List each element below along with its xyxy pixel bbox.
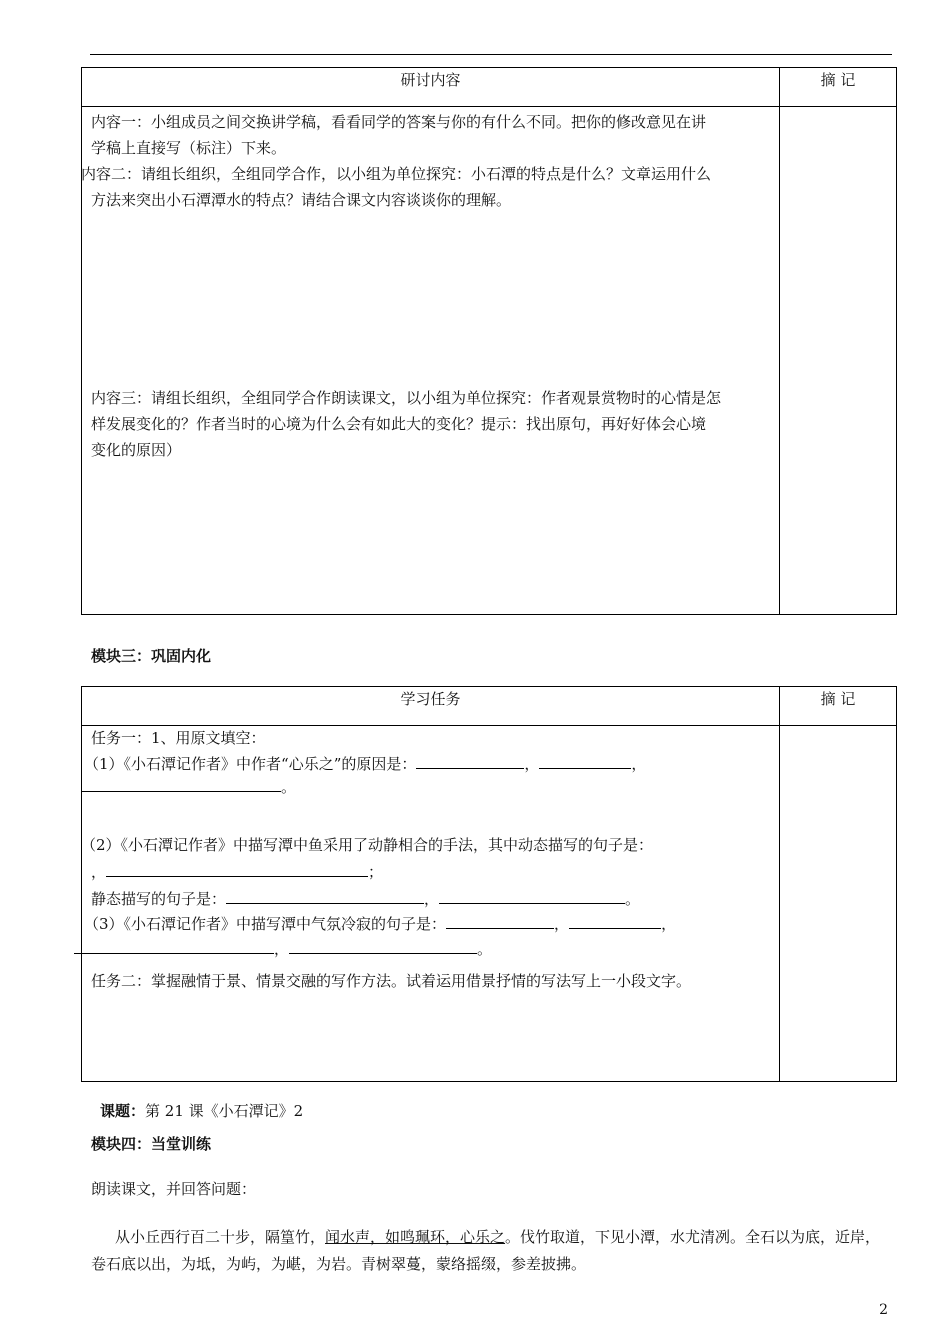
question-2-dynamic: ， ； [91,859,781,885]
task-1-title: 任务一：1、用原文填空： [91,729,266,747]
answer-blank[interactable] [416,752,524,769]
answer-blank[interactable] [289,937,477,954]
answer-blank[interactable] [539,752,631,769]
page-number: 2 [879,1302,888,1318]
question-1: （1）《小石潭记作者》中作者“心乐之”的原因是： ， ， [84,751,784,777]
task-2: 任务二：掌握融情于景、情景交融的写作方法。试着运用借景抒情的写法写上一小段文字。 [91,972,692,990]
answer-blank[interactable] [106,860,368,877]
instruction: 朗读课文，并回答问题： [91,1180,257,1198]
module-4-title: 模块四：当堂训练 [91,1135,212,1153]
notes-column-header: 摘 记 [780,687,897,726]
task-column-header: 学习任务 [82,687,780,726]
notes-column-header: 摘 记 [780,68,897,107]
task-content-cell [82,726,780,1082]
question-1-cont: 。 [81,774,781,800]
header-rule [90,54,892,55]
lesson-line [100,1098,303,1124]
lesson-value: 第 21 课《小石潭记》2 [145,1102,304,1120]
discussion-item-1: 内容一：小组成员之间交换讲学稿，看看同学的答案与你的有什么不同。把你的修改意见在讲 学稿上直接写（标注）下来。 [91,113,707,157]
discussion-item-3: 内容三：请组长组织，全组同学合作朗读课文，以小组为单位探究：作者观景赏物时的心情是怎 样发展变化的？作者当时的心境为什么会有如此大的变化？提示：找出原句，再好好体会心境 变化的原因） [91,389,722,459]
question-2-static: 静态描写的句子是： ， 。 [91,886,781,912]
discussion-item-2: 内容二：请组长组织，全组同学合作，以小组为单位探究：小石潭的特点是什么？文章运用什么 方法来突出小石潭潭水的特点？请结合课文内容谈谈你的理解。 [81,165,712,209]
content-column-header: 研讨内容 [82,68,780,107]
question-3: （3）《小石潭记作者》中描写潭中气氛冷寂的句子是： ， ， [84,911,784,937]
answer-blank[interactable] [569,912,661,929]
answer-blank[interactable] [81,775,281,792]
question-2: （2）《小石潭记作者》中描写潭中鱼采用了动静相合的手法，其中动态描写的句子是： [81,836,654,854]
answer-blank[interactable] [439,887,625,904]
lesson-label: 课题： [100,1102,146,1120]
answer-blank[interactable] [74,937,274,954]
notes-cell[interactable] [780,726,897,1082]
answer-blank[interactable] [446,912,554,929]
task-table [81,686,897,1082]
question-3-cont: ， 。 [74,936,782,962]
module-3-title: 模块三：巩固内化 [91,647,212,665]
underlined-sentence: 闻水声，如鸣珮环，心乐之 [325,1228,506,1246]
discussion-content-cell [82,107,780,615]
discussion-table [81,67,897,615]
passage: 从小丘西行百二十步，隔篁竹，闻水声，如鸣珮环，心乐之。伐竹取道，下见小潭，水尤清冽。全石以为底，近岸， 卷石底以出，为坻，为屿，为嵁，为岩。青树翠蔓，蒙络摇缀，参差披拂。 [91,1228,881,1273]
answer-blank[interactable] [226,887,424,904]
notes-cell[interactable] [780,107,897,615]
